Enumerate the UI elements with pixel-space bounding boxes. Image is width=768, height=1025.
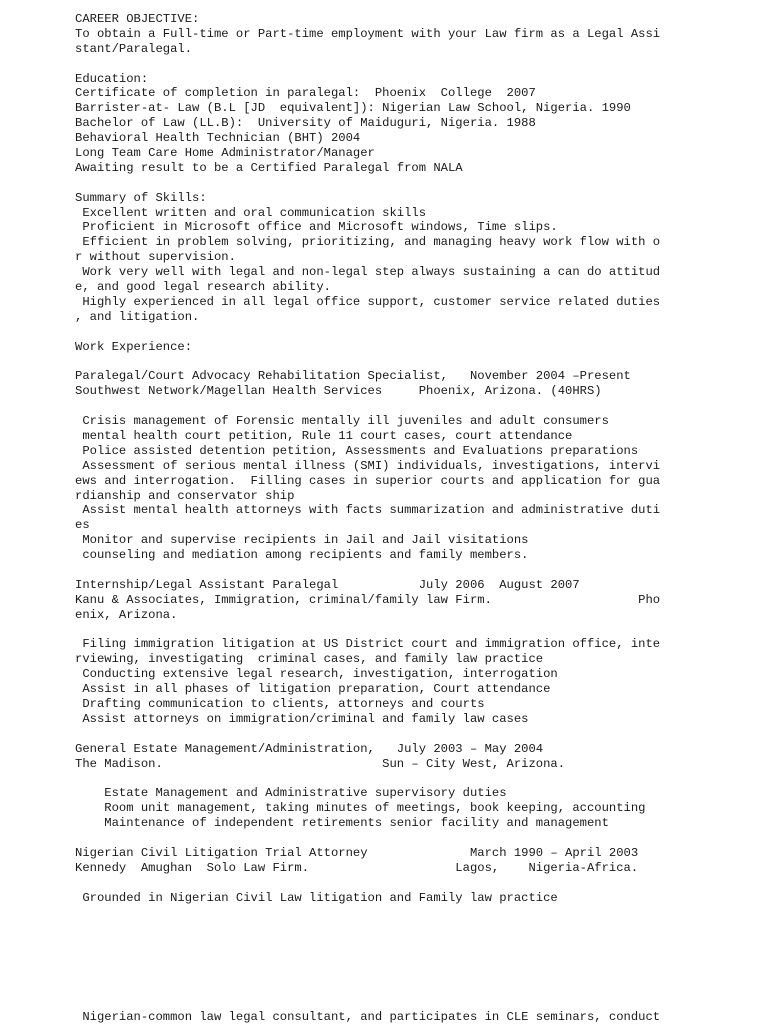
blank-line bbox=[75, 950, 755, 965]
document-line: Assist mental health attorneys with facts summarization and administrative duti bbox=[75, 503, 661, 518]
document-line: Assist attorneys on immigration/criminal and family law cases bbox=[75, 711, 529, 726]
document-line: Certificate of completion in paralegal: Phoenix College 2007 bbox=[75, 86, 536, 101]
blank-line bbox=[75, 57, 755, 72]
document-line: r without supervision. bbox=[75, 250, 236, 265]
blank-line bbox=[75, 965, 755, 980]
blank-line bbox=[75, 325, 755, 340]
blank-line bbox=[75, 563, 755, 578]
document-line: Excellent written and oral communication skills bbox=[75, 205, 427, 220]
document-line: Crisis management of Forensic mentally ill juveniles and adult consumers bbox=[75, 414, 609, 429]
document-line: Drafting communication to clients, attorneys and courts bbox=[75, 696, 485, 711]
blank-line bbox=[75, 727, 755, 742]
document-line: Behavioral Health Technician (BHT) 2004 bbox=[75, 131, 361, 146]
document-line: mental health court petition, Rule 11 court cases, court attendance bbox=[75, 428, 573, 443]
document-line: Internship/Legal Assistant Paralegal July 2006 August 2007 bbox=[75, 577, 580, 592]
document-line: ews and interrogation. Filling cases in superior courts and application for gua bbox=[75, 473, 661, 488]
blank-line bbox=[75, 354, 755, 369]
document-line: , and litigation. bbox=[75, 309, 200, 324]
document-line: rdianship and conservator ship bbox=[75, 488, 295, 503]
blank-line bbox=[75, 905, 755, 920]
document-line: Police assisted detention petition, Assessments and Evaluations preparations bbox=[75, 443, 639, 458]
document-line: Room unit management, taking minutes of meetings, book keeping, accounting bbox=[75, 801, 646, 816]
document-line: Work Experience: bbox=[75, 339, 193, 354]
document-line: Proficient in Microsoft office and Microsoft windows, Time slips. bbox=[75, 220, 558, 235]
document-line: Awaiting result to be a Certified Paralegal from NALA bbox=[75, 160, 463, 175]
document-line: Southwest Network/Magellan Health Services Phoenix, Arizona. (40HRS) bbox=[75, 384, 602, 399]
document-line: Summary of Skills: bbox=[75, 190, 207, 205]
document-line: es bbox=[75, 518, 90, 533]
document-line: Paralegal/Court Advocacy Rehabilitation Specialist, November 2004 –Present bbox=[75, 369, 631, 384]
document-line: rviewing, investigating criminal cases, and family law practice bbox=[75, 652, 544, 667]
document-line: Nigerian Civil Litigation Trial Attorney March 1990 – April 2003 bbox=[75, 845, 639, 860]
document-line: Filing immigration litigation at US District court and immigration office, inte bbox=[75, 637, 661, 652]
document-line: Nigerian-common law legal consultant, and participates in CLE seminars, conduct bbox=[75, 1009, 661, 1024]
document-line: Grounded in Nigerian Civil Law litigation and Family law practice bbox=[75, 890, 558, 905]
blank-line bbox=[75, 831, 755, 846]
document-line: Education: bbox=[75, 71, 149, 86]
document-line: Assessment of serious mental illness (SMI) individuals, investigations, intervi bbox=[75, 458, 661, 473]
blank-line bbox=[75, 935, 755, 950]
document-line: Work very well with legal and non-legal step always sustaining a can do attitud bbox=[75, 265, 661, 280]
document-line: Kanu & Associates, Immigration, criminal/family law Firm. Pho bbox=[75, 592, 661, 607]
document-line: Estate Management and Administrative supervisory duties bbox=[75, 786, 507, 801]
document-line: e, and good legal research ability. bbox=[75, 280, 331, 295]
document-line: Kennedy Amughan Solo Law Firm. Lagos, Nigeria-Africa. bbox=[75, 860, 639, 875]
document-line: counseling and mediation among recipients and family members. bbox=[75, 548, 529, 563]
document-line: Highly experienced in all legal office support, customer service related duties bbox=[75, 294, 661, 309]
document-line: Conducting extensive legal research, investigation, interrogation bbox=[75, 667, 558, 682]
blank-line bbox=[75, 399, 755, 414]
blank-line bbox=[75, 771, 755, 786]
document-line: Maintenance of independent retirements senior facility and management bbox=[75, 816, 609, 831]
blank-line bbox=[75, 980, 755, 995]
blank-line bbox=[75, 876, 755, 891]
document-line: Assist in all phases of litigation preparation, Court attendance bbox=[75, 682, 551, 697]
blank-line bbox=[75, 623, 755, 638]
document-line: CAREER OBJECTIVE: bbox=[75, 12, 200, 26]
document-line: To obtain a Full-time or Part-time employment with your Law firm as a Legal Assi bbox=[75, 26, 661, 41]
blank-line bbox=[75, 995, 755, 1010]
document-line: Monitor and supervise recipients in Jail and Jail visitations bbox=[75, 533, 529, 548]
document-line: Long Team Care Home Administrator/Manager bbox=[75, 146, 375, 161]
document-line: Bachelor of Law (LL.B): University of Maiduguri, Nigeria. 1988 bbox=[75, 116, 536, 131]
blank-line bbox=[75, 920, 755, 935]
blank-line bbox=[75, 176, 755, 191]
document-line: Efficient in problem solving, prioritizing, and managing heavy work flow with o bbox=[75, 235, 661, 250]
document-line: Barrister-at- Law (B.L [JD equivalent]): Nigerian Law School, Nigeria. 1990 bbox=[75, 101, 631, 116]
document-line: General Estate Management/Administration, July 2003 – May 2004 bbox=[75, 741, 544, 756]
resume-document bbox=[75, 12, 755, 1025]
document-line: enix, Arizona. bbox=[75, 607, 178, 622]
document-line: stant/Paralegal. bbox=[75, 41, 193, 56]
document-line: The Madison. Sun – City West, Arizona. bbox=[75, 756, 566, 771]
